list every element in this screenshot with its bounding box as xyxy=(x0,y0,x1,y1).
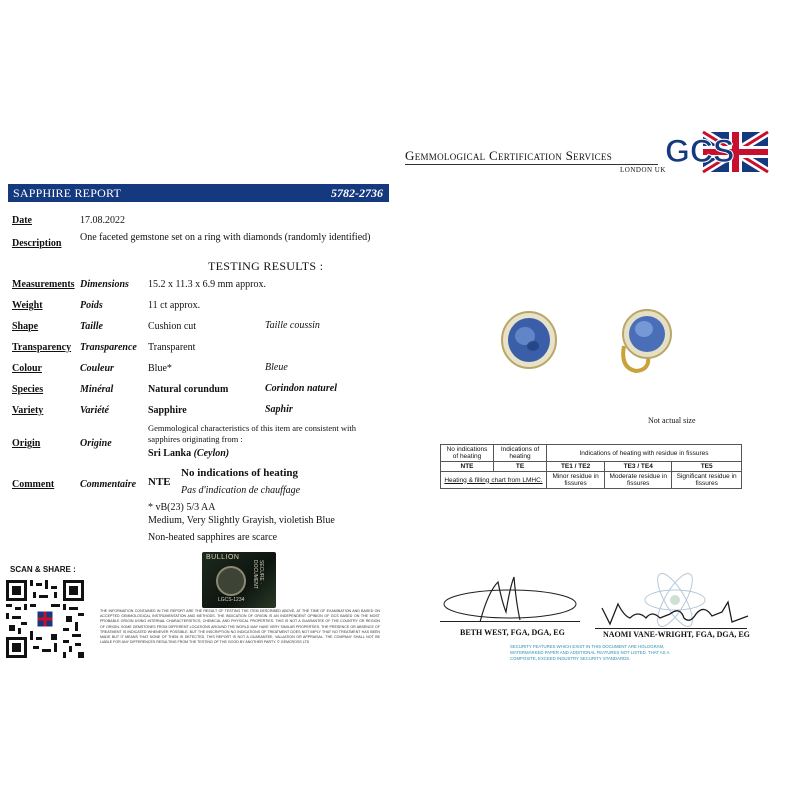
signature-line-right xyxy=(595,628,747,629)
indications-header: Indications of heating xyxy=(494,445,547,462)
variete-label-fr: Variété xyxy=(80,405,109,416)
mineral-label-fr: Minéral xyxy=(80,384,114,395)
comment-code: NTE xyxy=(148,476,171,488)
date-value: 17.08.2022 xyxy=(80,215,125,226)
org-header xyxy=(405,126,775,176)
couleur-label-fr: Couleur xyxy=(80,363,114,374)
signatory-name-left: BETH WEST, FGA, DGA, EG xyxy=(460,628,565,637)
photo-caption: Not actual size xyxy=(648,416,696,425)
species-label: Species xyxy=(12,384,44,395)
origin-country-alt: (Ceylon) xyxy=(193,448,230,459)
desc-moderate: Moderate residue in fissures xyxy=(605,472,672,489)
origin-text: Gemmological characteristics of this item are consistent with sapphires originating from : xyxy=(148,423,356,444)
report-number: 5782-2736 xyxy=(331,186,383,200)
colour-value-fr: Bleue xyxy=(265,362,288,373)
taille-label-fr: Taille xyxy=(80,321,103,332)
heating-desc-row xyxy=(441,472,742,489)
heating-codes-row xyxy=(441,462,742,472)
species-value: Natural corundum xyxy=(148,384,229,395)
gcs-union-jack-logo xyxy=(663,126,773,176)
origin-value xyxy=(148,448,229,459)
scan-share-label: SCAN & SHARE : xyxy=(10,565,76,574)
measurements-label: Measurements xyxy=(12,279,75,290)
qr-code[interactable] xyxy=(6,580,84,658)
code-nte: NTE xyxy=(441,462,494,472)
testing-results-heading: TESTING RESULTS : xyxy=(208,259,324,273)
transparency-label: Transparency xyxy=(12,342,72,353)
variety-value-fr: Saphir xyxy=(265,404,293,415)
comment-label: Comment xyxy=(12,479,55,490)
qr-center-flag xyxy=(36,610,54,628)
heating-footnote: Heating & filling chart from LMHC. xyxy=(441,472,547,489)
variety-label: Variety xyxy=(12,405,44,416)
signature-line-left xyxy=(440,621,580,622)
logo-text: GCS xyxy=(665,133,735,169)
date-label: Date xyxy=(12,215,32,226)
species-value-fr: Corindon naturel xyxy=(265,383,337,394)
hologram-coin xyxy=(216,566,246,596)
security-note: SECURITY FEATURES WHICH EXIST IN THIS DOCUMENT ARE HOLOGRAM, WATERMARKED PAPER AND ADDITIONAL FEATURES NOT LISTED. THAT AS A COMPOSITE, EXCEED INDUSTRY SECURITY STANDARDS. xyxy=(510,644,670,661)
residue-group-header: Indications of heating with residue in fissures xyxy=(547,445,742,462)
description-label: Description xyxy=(12,238,62,249)
weight-label: Weight xyxy=(12,300,43,311)
desc-significant: Significant residue in fissures xyxy=(672,472,742,489)
comment-line1: No indications of heating xyxy=(181,467,299,479)
org-name: Gemmological Certification Services xyxy=(405,148,613,163)
code-te3-te4: TE3 / TE4 xyxy=(605,462,672,472)
code-te5: TE5 xyxy=(672,462,742,472)
weight-value: 11 ct approx. xyxy=(148,300,201,311)
measurements-value: 15.2 x 11.3 x 6.9 mm approx. xyxy=(148,279,266,290)
code-te1-te2: TE1 / TE2 xyxy=(547,462,605,472)
org-location: LONDON UK xyxy=(620,166,666,174)
sapphire-ring-photo-side xyxy=(614,308,674,374)
legal-disclaimer: THE INFORMATION CONTAINED IN THE REPORT ARE THE RESULT OF TESTING THE ITEM DESCRIBED ABOVE, AT THE TIME OF EXAMINATION AND BASED ON ACCEPTED GEMMOLOGICAL INSTRUMENTATION AND METHODS. THE INDICATION OF ORIGIN IS AN INDEPENDENT OPINION OF GCS BASED ON THE MOST PROBABLE ORIGIN USING INTERNAL CHARACTERISTICS, CHEMICAL AND PHYSICAL PROPERTIES. THIS IS NOT A GUARANTEE OF THE COUNTRY OR REGION OF ORIGIN. SOME GEMSTONES FROM DIFFERENT LOCATIONS AROUND THE WORLD MAY HAVE VERY SIMILAR PROPERTIES. THE PRESENCE OR ABSENCE OF TREATMENT IS INDICATED WHENEVER POSSIBLE, BUT THE INSCRIPTION NO INDICATIONS OF TREATMENT DOES NOT IMPLY THAT NO TREATMENT HAS BEEN MADE BUT IT MEANS THAT NONE OF THEM IS DETECTED. THIS REPORT IS NOT A GUARANTEE, VALUATION OR APPRAISAL. THE COMPANY SHALL NOT BE LIABLE FOR ANY DIFFERENCES RESULTING FROM THE TESTING OF THE GOOD BY ANOTHER PARTY. © GEMCROSS LTD xyxy=(100,609,380,645)
heating-chart-table xyxy=(440,444,742,489)
heating-header-row xyxy=(441,445,742,462)
description-value: One faceted gemstone set on a ring with diamonds (randomly identified) xyxy=(80,232,371,243)
no-indications-header: No indications of heating xyxy=(441,445,494,462)
desc-minor: Minor residue in fissures xyxy=(547,472,605,489)
hologram-code: LGCS-1234 xyxy=(218,597,245,603)
comment-line2: * vB(23) 5/3 AA xyxy=(148,502,216,513)
hologram-text-1: BULLION xyxy=(206,554,240,561)
colour-label: Colour xyxy=(12,363,42,374)
variety-value: Sapphire xyxy=(148,405,187,416)
comment-line3: Medium, Very Slightly Grayish, violetish Blue xyxy=(148,515,335,526)
code-te: TE xyxy=(494,462,547,472)
origin-label: Origin xyxy=(12,438,41,449)
shape-value-fr: Taille coussin xyxy=(265,320,320,331)
origine-label-fr: Origine xyxy=(80,438,112,449)
colour-value: Blue* xyxy=(148,363,172,374)
shape-label: Shape xyxy=(12,321,39,332)
origin-country: Sri Lanka xyxy=(148,448,194,459)
comment-line1-fr: Pas d'indication de chauffage xyxy=(181,485,301,496)
transparence-label-fr: Transparence xyxy=(80,342,137,353)
hologram-seal xyxy=(202,552,276,608)
transparency-value: Transparent xyxy=(148,342,196,353)
header-rule xyxy=(405,164,658,165)
sapphire-ring-photo-top xyxy=(500,310,558,370)
report-banner xyxy=(8,184,389,202)
dimensions-label-fr: Dimensions xyxy=(80,279,129,290)
signatory-name-right: NAOMI VANE-WRIGHT, FGA, DGA, EG xyxy=(603,630,750,639)
signature-beth-west xyxy=(440,572,580,632)
commentaire-label-fr: Commentaire xyxy=(80,479,137,490)
shape-value: Cushion cut xyxy=(148,321,197,332)
comment-line4: Non-heated sapphires are scarce xyxy=(148,532,278,543)
poids-label-fr: Poids xyxy=(80,300,103,311)
signature-naomi-vane-wright xyxy=(600,596,750,631)
report-title: SAPPHIRE REPORT xyxy=(13,186,121,200)
hologram-text-2: SECURE · DOCUMENT xyxy=(252,560,264,589)
